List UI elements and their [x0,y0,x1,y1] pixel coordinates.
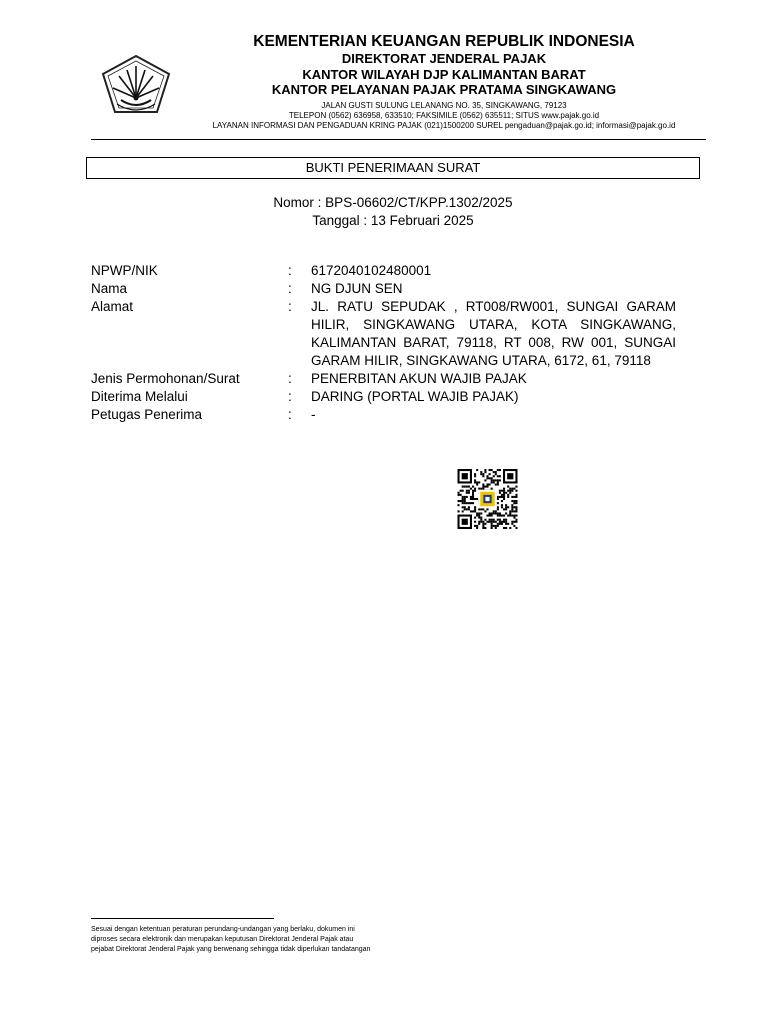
field-label: Petugas Penerima [91,407,203,422]
field-row-diterima-melalui [91,388,681,406]
field-label: Alamat [91,299,134,314]
kemenkeu-emblem-icon [99,54,173,116]
footnote-line: Sesuai dengan ketentuan peraturan perundang-undangan yang berlaku, dokumen ini [91,926,355,933]
field-separator: : [288,299,292,314]
document-title: BUKTI PENERIMAAN SURAT [86,157,700,179]
field-separator: : [288,407,292,422]
field-row-jenis-permohonan [91,370,681,388]
service-info: LAYANAN INFORMASI DAN PENGADUAN KRING PAJAK (021)1500200 SUREL pengaduan@pajak.go.id; informasi@pajak.go.id [212,120,676,130]
regional-office-name: KANTOR WILAYAH DJP KALIMANTAN BARAT [302,66,586,82]
receipt-fields [91,262,681,424]
directorate-name: DIREKTORAT JENDERAL PAJAK [341,51,547,66]
field-separator: : [288,281,292,296]
footnote-line: pejabat Direktorat Jenderal Pajak yang berwenang sehingga tidak diperlukan tandatangan [91,946,371,953]
ministry-name: KEMENTERIAN KEUANGAN REPUBLIK INDONESIA [253,33,635,50]
office-address: JALAN GUSTI SULUNG LELANANG NO. 35, SINGKAWANG, 79123 [321,100,567,110]
field-value: NG DJUN SEN [311,281,403,296]
footnote-line: diproses secara elektronik dan merupakan keputusan Direktorat Jenderal Pajak atau [91,936,354,943]
tax-office-name: KANTOR PELAYANAN PAJAK PRATAMA SINGKAWANG [271,82,617,97]
field-label: Jenis Permohonan/Surat [91,371,240,386]
field-row-alamat [91,298,681,370]
footnote-divider [91,918,274,919]
field-label: Nama [91,281,128,296]
document-number: Nomor : BPS-06602/CT/KPP.1302/2025 [273,195,513,210]
field-separator: : [288,389,292,404]
qr-code-icon [455,469,520,529]
field-row-npwp [91,262,681,280]
office-contact: TELEPON (0562) 636958, 633510; FAKSIMILE (0562) 635511; SITUS www.pajak.go.id [288,110,600,120]
field-value: JL. RATU SEPUDAK , RT008/RW001, SUNGAI GARAM HILIR, SINGKAWANG UTARA, KOTA SINGKAWANG, KALIMANTAN BARAT, 79118, RT 008, RW 001, SUNGAI GARAM HILIR, SINGKAWANG UTARA, 6172, 61, 79118 [311,299,676,368]
field-label: NPWP/NIK [91,263,158,278]
letterhead [180,32,708,131]
letterhead-divider [91,139,706,140]
field-separator: : [288,371,292,386]
field-value: - [311,407,316,422]
field-separator: : [288,263,292,278]
field-row-petugas-penerima [91,406,681,424]
field-label: Diterima Melalui [91,389,188,404]
field-value: DARING (PORTAL WAJIB PAJAK) [311,389,519,404]
footnote [91,925,421,955]
field-value: PENERBITAN AKUN WAJIB PAJAK [311,371,527,386]
document-date: Tanggal : 13 Februari 2025 [312,213,474,228]
field-value: 6172040102480001 [311,263,432,278]
field-row-nama [91,280,681,298]
